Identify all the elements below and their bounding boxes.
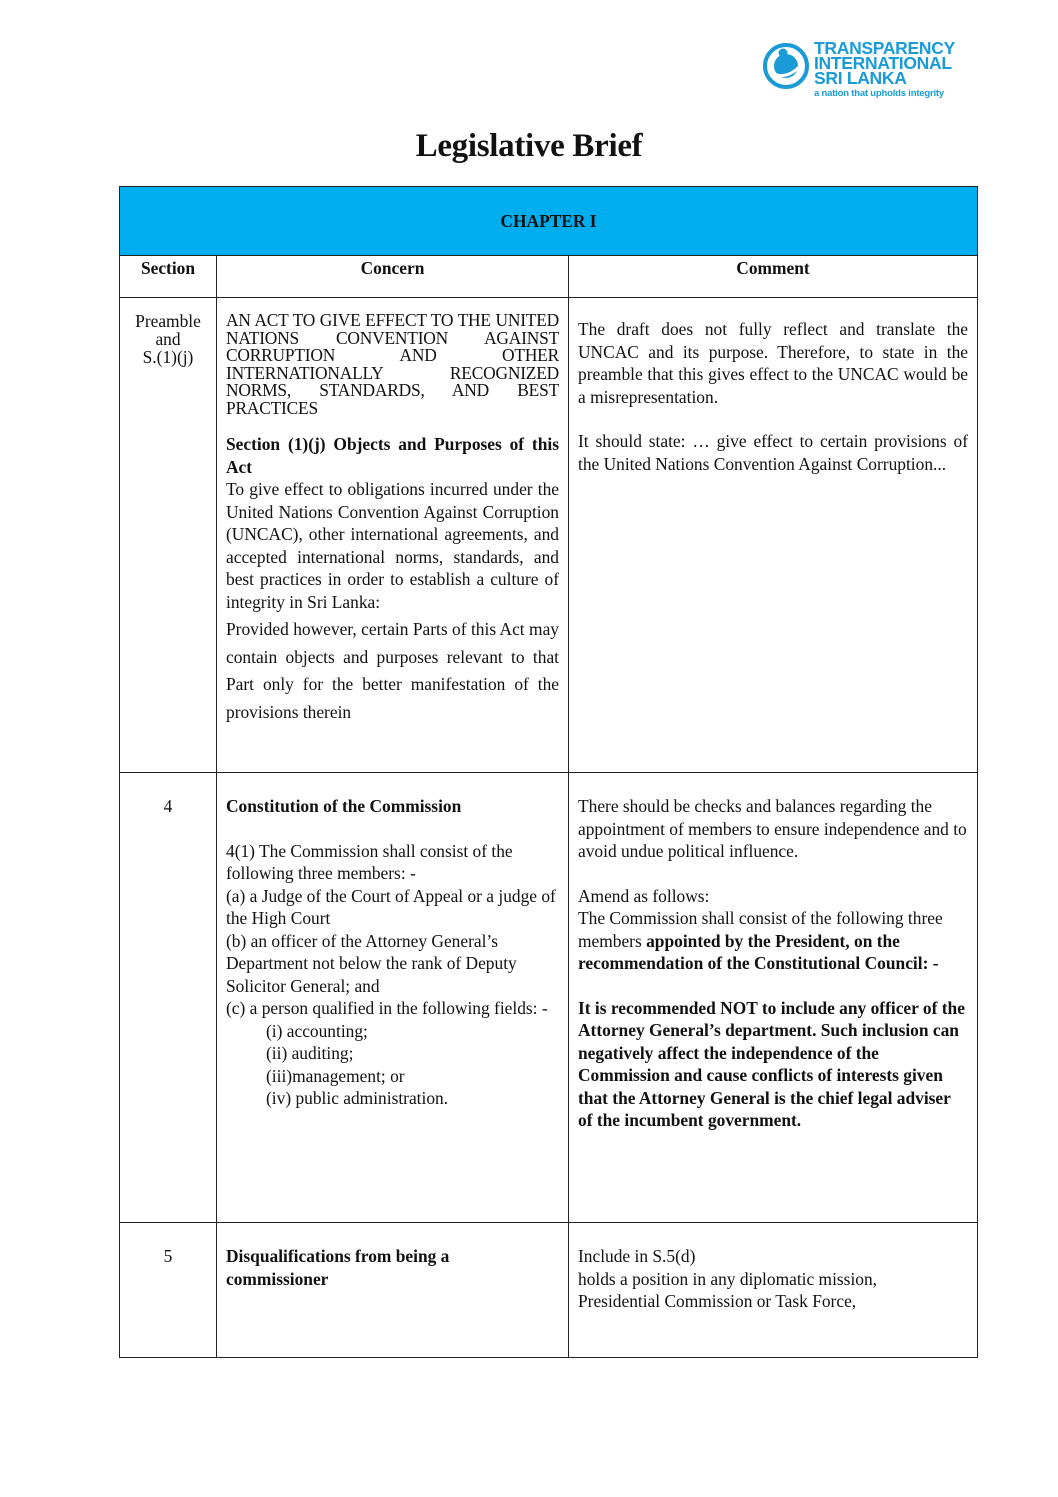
section-line: and (155, 329, 181, 349)
amendment-text: The Commission shall consist of the following three members (578, 908, 943, 951)
chapter-heading: CHAPTER I (120, 187, 978, 256)
comment-amendment (578, 907, 968, 975)
comment-paragraph: There should be checks and balances regarding the appointment of members to ensure independence and to avoid undue political influence. (578, 796, 967, 861)
ti-emblem-icon (762, 42, 810, 90)
concern-heading: Section (1)(j) Objects and Purposes of this Act (226, 434, 559, 477)
concern-body: To give effect to obligations incurred under the United Nations Convention Against Corruption (UNCAC), other international agreements, and accepted international norms, standards, and best practices in order to establish a culture of integrity in Sri Lanka: (226, 479, 559, 612)
table-header-row (120, 256, 978, 298)
table-row (120, 298, 978, 773)
page-title: Legislative Brief (415, 128, 643, 164)
comment-recommendation: It is recommended NOT to include any officer of the Attorney General’s department. Such inclusion can negatively affect the independence of the Commission and cause conflicts of interests given that the Attorney General is the chief legal adviser of the incumbent government. (578, 997, 965, 1130)
ti-sri-lanka-logo (762, 40, 972, 102)
column-header-comment: Comment (569, 256, 978, 298)
concern-heading: Disqualifications from being a commissioner (226, 1246, 450, 1289)
amendment-emphasis: appointed by the President, on the recommendation of the Constitutional Council: - (578, 930, 939, 973)
concern-cell (217, 298, 569, 773)
section-cell: 4 (120, 773, 217, 1223)
concern-proviso: Provided however, certain Parts of this Act may contain objects and purposes relevant to that Part only for the better manifestation of the provisions therein (226, 619, 559, 722)
comment-line: holds a position in any diplomatic mission, Presidential Commission or Task Force, (578, 1268, 878, 1311)
section-cell: 5 (120, 1223, 217, 1358)
comment-amend-label: Amend as follows: (578, 885, 710, 906)
table-row (120, 1223, 978, 1358)
comment-cell (569, 1223, 978, 1358)
concern-cell (217, 1223, 569, 1358)
table-row (120, 773, 978, 1223)
comment-line: Include in S.5(d) (578, 1246, 696, 1266)
field-item: (iv) public administration. (266, 1088, 449, 1108)
legislative-brief-table (119, 186, 978, 1358)
section-line: S.(1)(j) (142, 347, 194, 367)
comment-paragraph: It should state: … give effect to certain provisions of the United Nations Convention Against Corruption... (578, 431, 969, 474)
section-cell (120, 298, 217, 773)
field-item: (iii)management; or (266, 1065, 405, 1086)
column-header-section: Section (120, 256, 217, 298)
concern-intro: 4(1) The Commission shall consist of the following three members: - (226, 840, 513, 883)
concern-item-c: (c) a person qualified in the following fields: - (226, 998, 548, 1018)
comment-paragraph: The draft does not fully reflect and translate the UNCAC and its purpose. Therefore, to state in the preamble that this gives effect to the UNCAC would be a misrepresentation. (578, 319, 969, 407)
concern-item-a: (a) a Judge of the Court of Appeal or a judge of the High Court (226, 885, 556, 928)
logo-line-1: TRANSPARENCY (814, 38, 955, 58)
comment-cell (569, 298, 978, 773)
section-line: Preamble (135, 311, 201, 331)
column-header-concern: Concern (217, 256, 569, 298)
act-long-title: AN ACT TO GIVE EFFECT TO THE UNITED NATIONS CONVENTION AGAINST CORRUPTION AND OTHER INTERNATIONALLY RECOGNIZED NORMS, STANDARDS, AND BEST PRACTICES (226, 310, 559, 418)
field-item: (i) accounting; (266, 1020, 368, 1041)
concern-heading: Constitution of the Commission (226, 796, 462, 816)
concern-cell (217, 773, 569, 1223)
comment-cell (569, 773, 978, 1223)
field-item: (ii) auditing; (266, 1043, 354, 1063)
logo-line-3: SRI LANKA (814, 68, 907, 88)
logo-tagline: a nation that upholds integrity (814, 88, 944, 99)
logo-line-2: INTERNATIONAL (814, 53, 952, 73)
concern-item-b: (b) an officer of the Attorney General’s Department not below the rank of Deputy Solicitor General; and (226, 930, 517, 996)
